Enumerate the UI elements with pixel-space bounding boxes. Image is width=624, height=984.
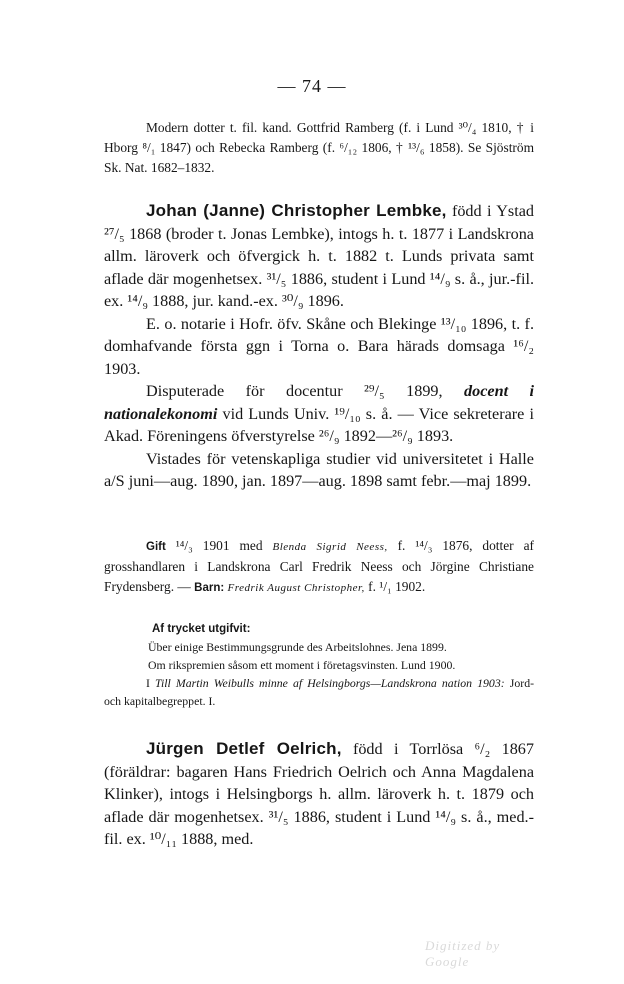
work3-title: Till Martin Weibulls minne af Helsingborgs—Landskrona nation 1903: (155, 676, 505, 690)
lembke-family (104, 536, 534, 598)
lembke-paragraph-3 (104, 380, 534, 448)
lembke-paragraph-4 (104, 448, 534, 493)
oelrich-name: Jürgen Detlef Oelrich, (146, 739, 342, 758)
lembke-paragraph-1 (104, 200, 534, 313)
barn-label: Barn: (194, 582, 225, 594)
lembke-name: Johan (Janne) Christopher Lembke, (146, 201, 447, 220)
child-name: Fredrik August Christopher, (227, 582, 365, 594)
work3-rest: Jord- och kapitalbegreppet. I. (104, 676, 535, 708)
gift-label: Gift (146, 541, 166, 553)
child-birth: f. ¹/₁ 1902. (368, 579, 426, 594)
oelrich-paragraph (104, 738, 534, 851)
oelrich-text: född i Torrlösa ⁶/₂ 1867 (föräldrar: bagaren Hans Friedrich Oelrich och Anna Magdalena Klinker), intogs i Helsingborgs h. allm. läroverk h. t. 1879 och aflade där mogenhetsex. ³¹/₅ 1886, student i Lund ¹⁴/₉ s. å., med.-fil. ex. ¹⁰/₁₁ 1888, med. (104, 740, 534, 848)
works-heading: Af trycket utgifvit: (152, 623, 251, 635)
work-item-3 (104, 674, 534, 710)
gift-text-b: f. ¹⁴/₃ 1876, dotter af grosshandlaren i Landskrona Carl Fredrik Neess och Jörgine Christiane Frydensberg. — (104, 538, 534, 594)
work-item-1: Über einige Bestimmungsgrunde des Arbeitslohnes. Jena 1899. (148, 640, 447, 654)
library-stamp: Digitized by Google (425, 938, 501, 969)
lembke-docent-title: docent i nationalekonomi (104, 382, 535, 423)
intro-paragraph (104, 118, 534, 178)
gift-text-a: ¹⁴/₃ 1901 med (175, 538, 263, 553)
wife-name: Blenda Sigrid Neess, (272, 541, 388, 553)
lembke-marriage-paragraph (104, 536, 534, 598)
work-item-2: Om rikspremien såsom ett moment i företagsvinsten. Lund 1900. (148, 658, 456, 672)
entry-lembke (104, 200, 534, 493)
intro-text: Modern dotter t. fil. kand. Gottfrid Ramberg (f. i Lund ³⁰/₄ 1810, † i Hborg ⁸/₁ 1847) och Rebecka Ramberg (f. ⁶/₁₂ 1806, † ¹³/₆ 1858). Se Sjöström Sk. Nat. 1682–1832. (104, 120, 534, 175)
lembke-text-3b: vid Lunds Univ. ¹⁹/₁₀ s. å. — Vice sekreterare i Akad. Föreningens öfverstyrelse ²⁶/₉ 1892—²⁶/₉ 1893. (104, 404, 534, 445)
lembke-text-3a: Disputerade för docentur ²⁹/₅ 1899, (146, 382, 443, 400)
lembke-paragraph-2 (104, 313, 534, 381)
work3-prefix: I (146, 676, 150, 690)
lembke-text-1: född i Ystad ²⁷/₅ 1868 (broder t. Jonas Lembke), intogs h. t. 1877 i Landskrona allm. läroverk och öfvergick h. t. 1882 t. Lunds privata samt aflade där mogenhetsex. ³¹/₅ 1886, student i Lund ¹⁴/₉ s. å., jur.-fil. ex. ¹⁴/₉ 1888, jur. kand.-ex. ³⁰/₉ 1896. (104, 202, 535, 310)
lembke-works (104, 620, 534, 710)
lembke-text-4: Vistades för vetenskapliga studier vid universitetet i Halle a/S juni—aug. 1890, jan. 1897—aug. 1898 samt febr.—maj 1899. (104, 449, 534, 490)
entry-oelrich (104, 738, 534, 851)
page-number: — 74 — (277, 76, 347, 96)
lembke-text-2: E. o. notarie i Hofr. öfv. Skåne och Blekinge ¹³/₁₀ 1896, t. f. domhafvande första ggn i Torna o. Bara härads domsaga ¹⁶/₂ 1903. (104, 314, 534, 378)
